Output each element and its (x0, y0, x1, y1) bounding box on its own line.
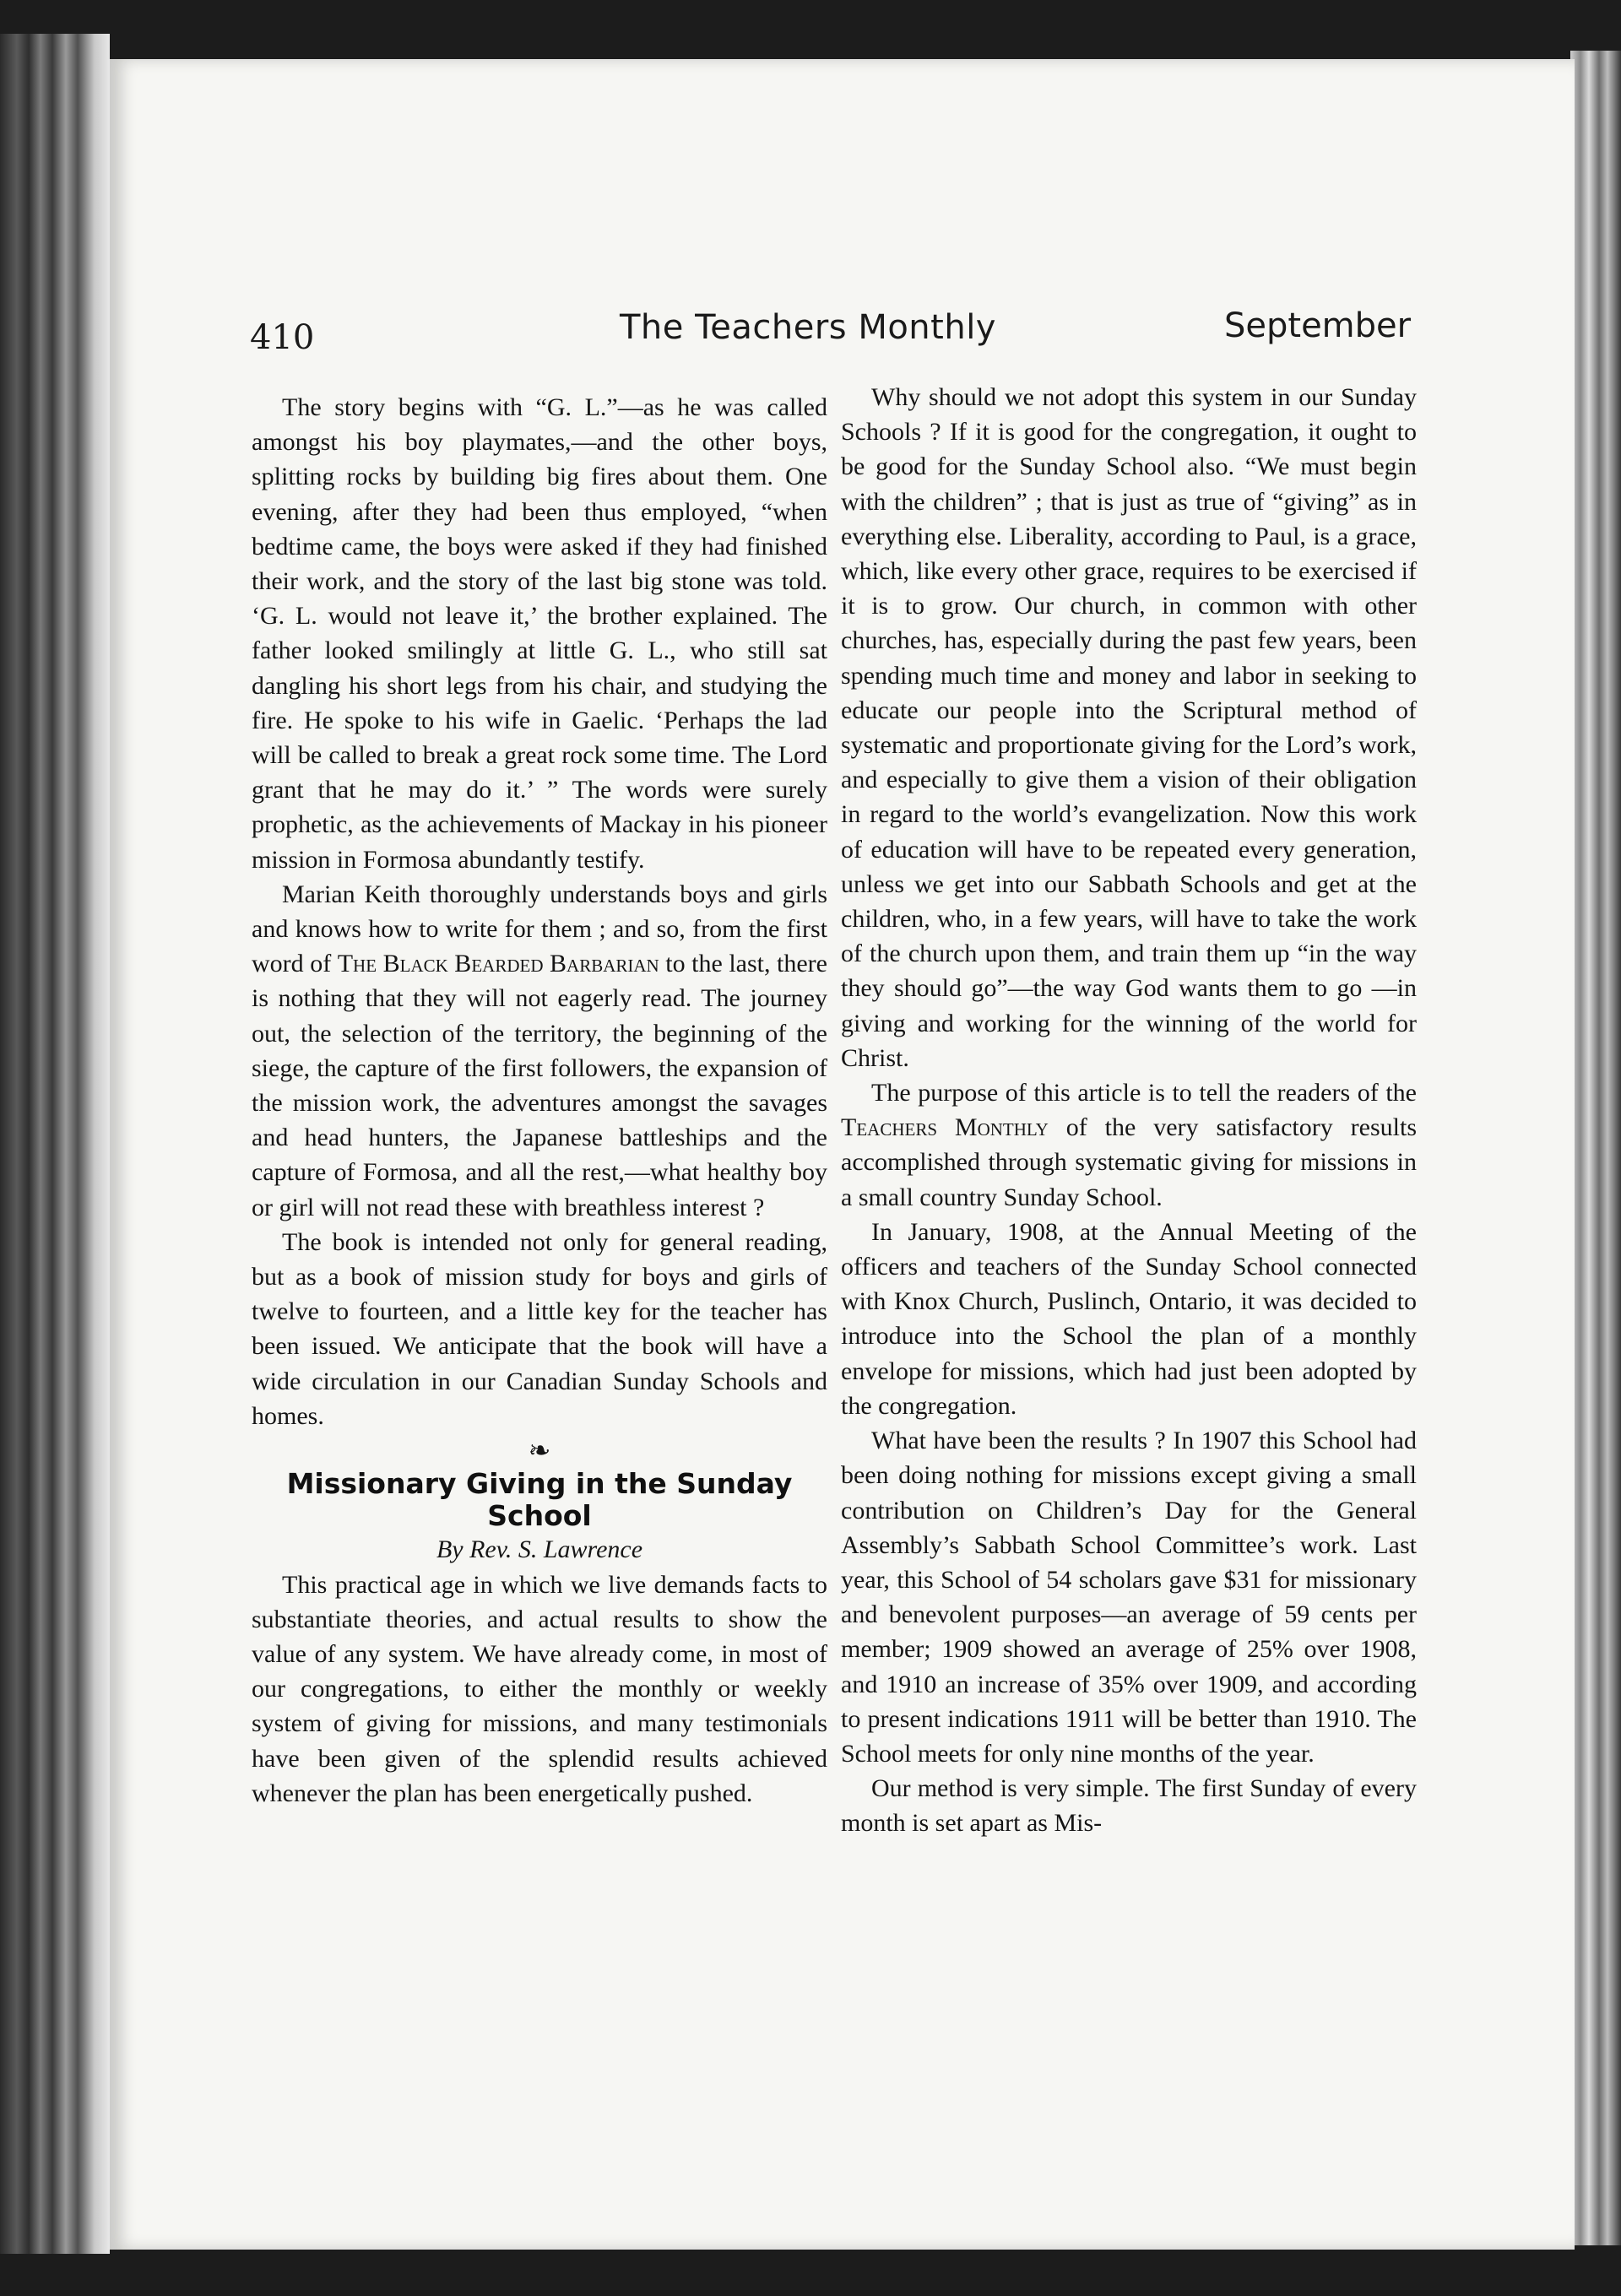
text-run: to the last, there is nothing that they will not eagerly read. The journey out, the selection of the territory, the beginning of the siege, the capture of the first followers, the expansion of the mission work, the adventures amongst the savages and head hunters, the Japanese battleships and the capture of Formosa, and all the rest,—what healthy boy or girl will not read these with breathless interest ? (252, 950, 827, 1221)
byline: By Rev. S. Lawrence (436, 1535, 643, 1564)
paragraph: Our method is very simple. The first Sunday of every month is set apart as Mis- (841, 1774, 1417, 1838)
book-title: The Black Bearded Barbarian (337, 950, 659, 978)
paragraph (841, 1075, 1417, 1215)
running-header (110, 300, 1575, 359)
page-edges (1570, 51, 1621, 2245)
paragraph (252, 877, 827, 1225)
article-title: Missionary Giving in the Sunday School (286, 1467, 793, 1533)
page-number: 410 (250, 318, 315, 357)
text-run: The purpose of this article is to tell the readers of the (871, 1079, 1417, 1107)
text-run: Marian Keith thoroughly understands boys and girls and knows how to write for them ; and so, from the first word of (252, 880, 827, 978)
ornament-icon: ❧ (528, 1435, 551, 1466)
text-run: of the very satisfactory results accomplished through systematic giving for missions in a small country Sunday School. (841, 1113, 1417, 1211)
paragraph: In January, 1908, at the Annual Meeting of the officers and teachers of the Sunday School connected with Knox Church, Puslinch, Ontario, it was decided to introduce into the School the plan of a monthly envelope for missions, which had just been adopted by the congregation. (841, 1217, 1417, 1420)
paragraph: Why should we not adopt this system in our Sunday Schools ? If it is good for the congregation, it ought to be good for the Sunday School also. “We must begin with the children” ; that is just as true of “giving” as in everything else. Liberality, according to Paul, is a grace, which, like every other grace, requires to be exercised if it is to grow. Our church, in common with other churches, has, especially during the past few years, been spending much time and money and labor in seeking to educate our people into the Scriptural method of systematic and proportionate giving for the Lord’s work, and especially to give them a vision of their obligation in regard to the world’s evangelization. Now this work of education will have to be repeated every generation, unless we get into our Sabbath Schools and get at the children, who, in a few years, will have to take the work of the church upon them, and train them up “in the way they should go”—the way God wants them to go —in giving and working for the winning of the world for Christ. (841, 383, 1417, 1072)
book-spine (0, 34, 110, 2254)
journal-title: The Teachers Monthly (620, 308, 996, 347)
paragraph: What have been the results ? In 1907 this School had been doing nothing for missions except giving a small contribution on Children’s Day for the General Assembly’s Sabbath School Committee’s work. Last year, this School of 54 scholars gave $31 for missionary and benevolent purposes—an average of 59 cents per member; 1909 showed an average of 25% over 1908, and 1910 an increase of 35% over 1909, and according to present indications 1911 will be better than 1910. The School meets for only nine months of the year. (841, 1427, 1417, 1768)
book-page (110, 59, 1575, 2250)
paragraph: This practical age in which we live demands facts to substantiate theories, and actual results to show the value of any system. We have already come, in most of our congregations, to either the monthly or weekly system of giving for missions, and many testimonials have been given of the splendid results achieved whenever the plan has been energetically pushed. (252, 1570, 827, 1807)
issue-month: September (1224, 306, 1412, 345)
magazine-name: Teachers Monthly (841, 1113, 1049, 1142)
right-column (841, 380, 1417, 1841)
left-column (252, 390, 827, 1811)
paragraph: The story begins with “G. L.”—as he was called amongst his boy playmates,—and the other boys, splitting rocks by building big fires about them. One evening, after they had been thus employed, “when bedtime came, the boys were asked if they had finished their work, and the story of the last big stone was told. ‘G. L. would not leave it,’ the brother explained. The father looked smilingly at little G. L., who still sat dangling his short legs from his chair, and studying the fire. He spoke to his wife in Gaelic. ‘Perhaps the lad will be called to break a great rock some time. The Lord grant that he may do it.’ ” The words were surely prophetic, as the achievements of Mackay in his pioneer mission in Formosa abundantly testify. (252, 393, 827, 874)
paragraph: The book is intended not only for general reading, but as a book of mission study for boys and girls of twelve to fourteen, and a little key for the teacher has been issued. We anticipate that the book will have a wide circulation in our Canadian Sunday Schools and homes. (252, 1227, 827, 1430)
